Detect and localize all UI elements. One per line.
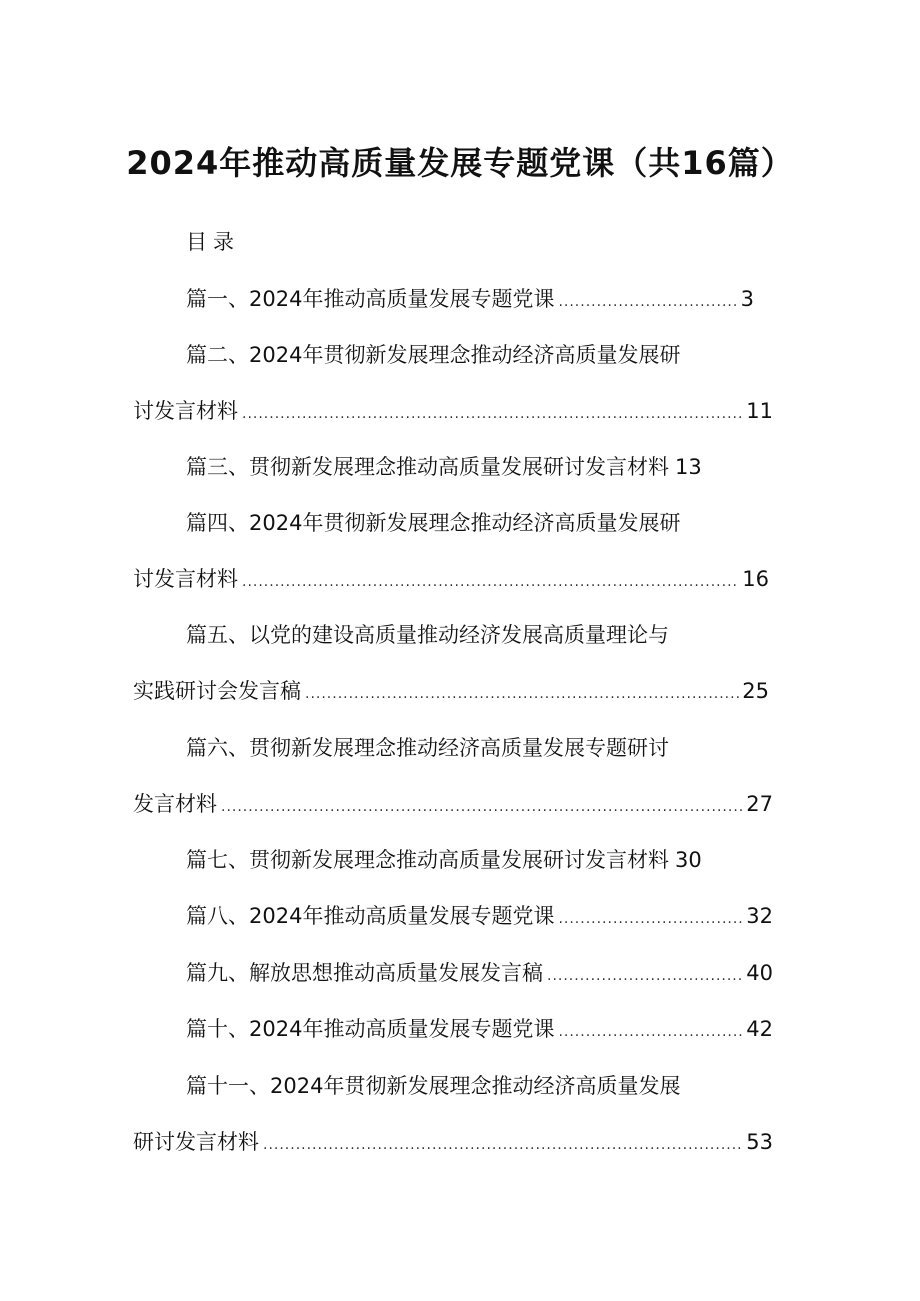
toc-entry-title: 篇六、贯彻新发展理念推动经济高质量发展专题研讨 <box>186 736 669 760</box>
toc-entry-title: 篇二、2024年贯彻新发展理念推动经济高质量发展研 <box>186 343 681 367</box>
toc-entry[interactable] <box>186 507 680 537</box>
toc-entry[interactable] <box>186 900 773 930</box>
toc-page-number: 27 <box>746 792 773 816</box>
toc-entry[interactable] <box>186 1013 773 1043</box>
toc-entry-continuation[interactable] <box>133 395 773 425</box>
toc-entry-title: 篇一、2024年推动高质量发展专题党课 <box>186 287 555 311</box>
toc-entry[interactable] <box>186 732 669 762</box>
toc-entry-title: 篇十一、2024年贯彻新发展理念推动经济高质量发展 <box>186 1074 681 1098</box>
toc-page-number: 32 <box>746 904 773 928</box>
document-title: 2024年推动高质量发展专题党课（共16篇） <box>126 144 794 182</box>
toc-page-number: 13 <box>675 455 702 479</box>
toc-entry-continuation[interactable] <box>133 563 769 593</box>
toc-entry[interactable] <box>186 1070 680 1100</box>
toc-entry[interactable] <box>186 451 702 481</box>
toc-entry-title: 实践研讨会发言稿 <box>133 679 301 703</box>
toc-entry[interactable] <box>186 283 754 313</box>
toc-entry-title: 讨发言材料 <box>133 567 238 591</box>
toc-leader-dots <box>263 1137 743 1153</box>
toc-entry-title: 篇四、2024年贯彻新发展理念推动经济高质量发展研 <box>186 511 681 535</box>
toc-entry-title: 讨发言材料 <box>133 399 238 423</box>
toc-leader-dots <box>242 574 739 590</box>
toc-entry-title: 篇五、以党的建设高质量推动经济发展高质量理论与 <box>186 623 669 647</box>
toc-entry[interactable] <box>186 844 702 874</box>
toc-entry-title: 篇九、解放思想推动高质量发展发言稿 <box>186 961 543 985</box>
toc-entry-title: 发言材料 <box>133 792 217 816</box>
toc-page-number: 42 <box>746 1017 773 1041</box>
toc-entry-continuation[interactable] <box>133 675 769 705</box>
toc-entry-title: 研讨发言材料 <box>133 1130 259 1154</box>
toc-entry[interactable] <box>186 957 773 987</box>
toc-page-number: 25 <box>742 679 769 703</box>
toc-leader-dots <box>558 1024 743 1040</box>
toc-page-number: 30 <box>675 848 702 872</box>
toc-entry-title: 篇十、2024年推动高质量发展专题党课 <box>186 1017 555 1041</box>
toc-leader-dots <box>305 686 739 702</box>
toc-entry-continuation[interactable] <box>133 1126 773 1156</box>
toc-entry-title: 篇三、贯彻新发展理念推动高质量发展研讨发言材料 <box>186 455 669 479</box>
toc-page-number: 11 <box>746 399 773 423</box>
toc-leader-dots <box>558 911 743 927</box>
toc-page-number: 16 <box>742 567 769 591</box>
toc-heading: 目录 <box>186 230 240 254</box>
toc-entry-title: 篇七、贯彻新发展理念推动高质量发展研讨发言材料 <box>186 848 669 872</box>
toc-leader-dots <box>242 406 743 422</box>
toc-entry-continuation[interactable] <box>133 788 773 818</box>
toc-page-number: 53 <box>746 1130 773 1154</box>
toc-entry[interactable] <box>186 619 669 649</box>
toc-leader-dots <box>558 294 737 310</box>
toc-entry[interactable] <box>186 339 680 369</box>
toc-entry-title: 篇八、2024年推动高质量发展专题党课 <box>186 904 555 928</box>
toc-page-number: 3 <box>740 287 754 311</box>
toc-leader-dots <box>547 968 743 984</box>
toc-leader-dots <box>221 799 743 815</box>
toc-page-number: 40 <box>746 961 773 985</box>
